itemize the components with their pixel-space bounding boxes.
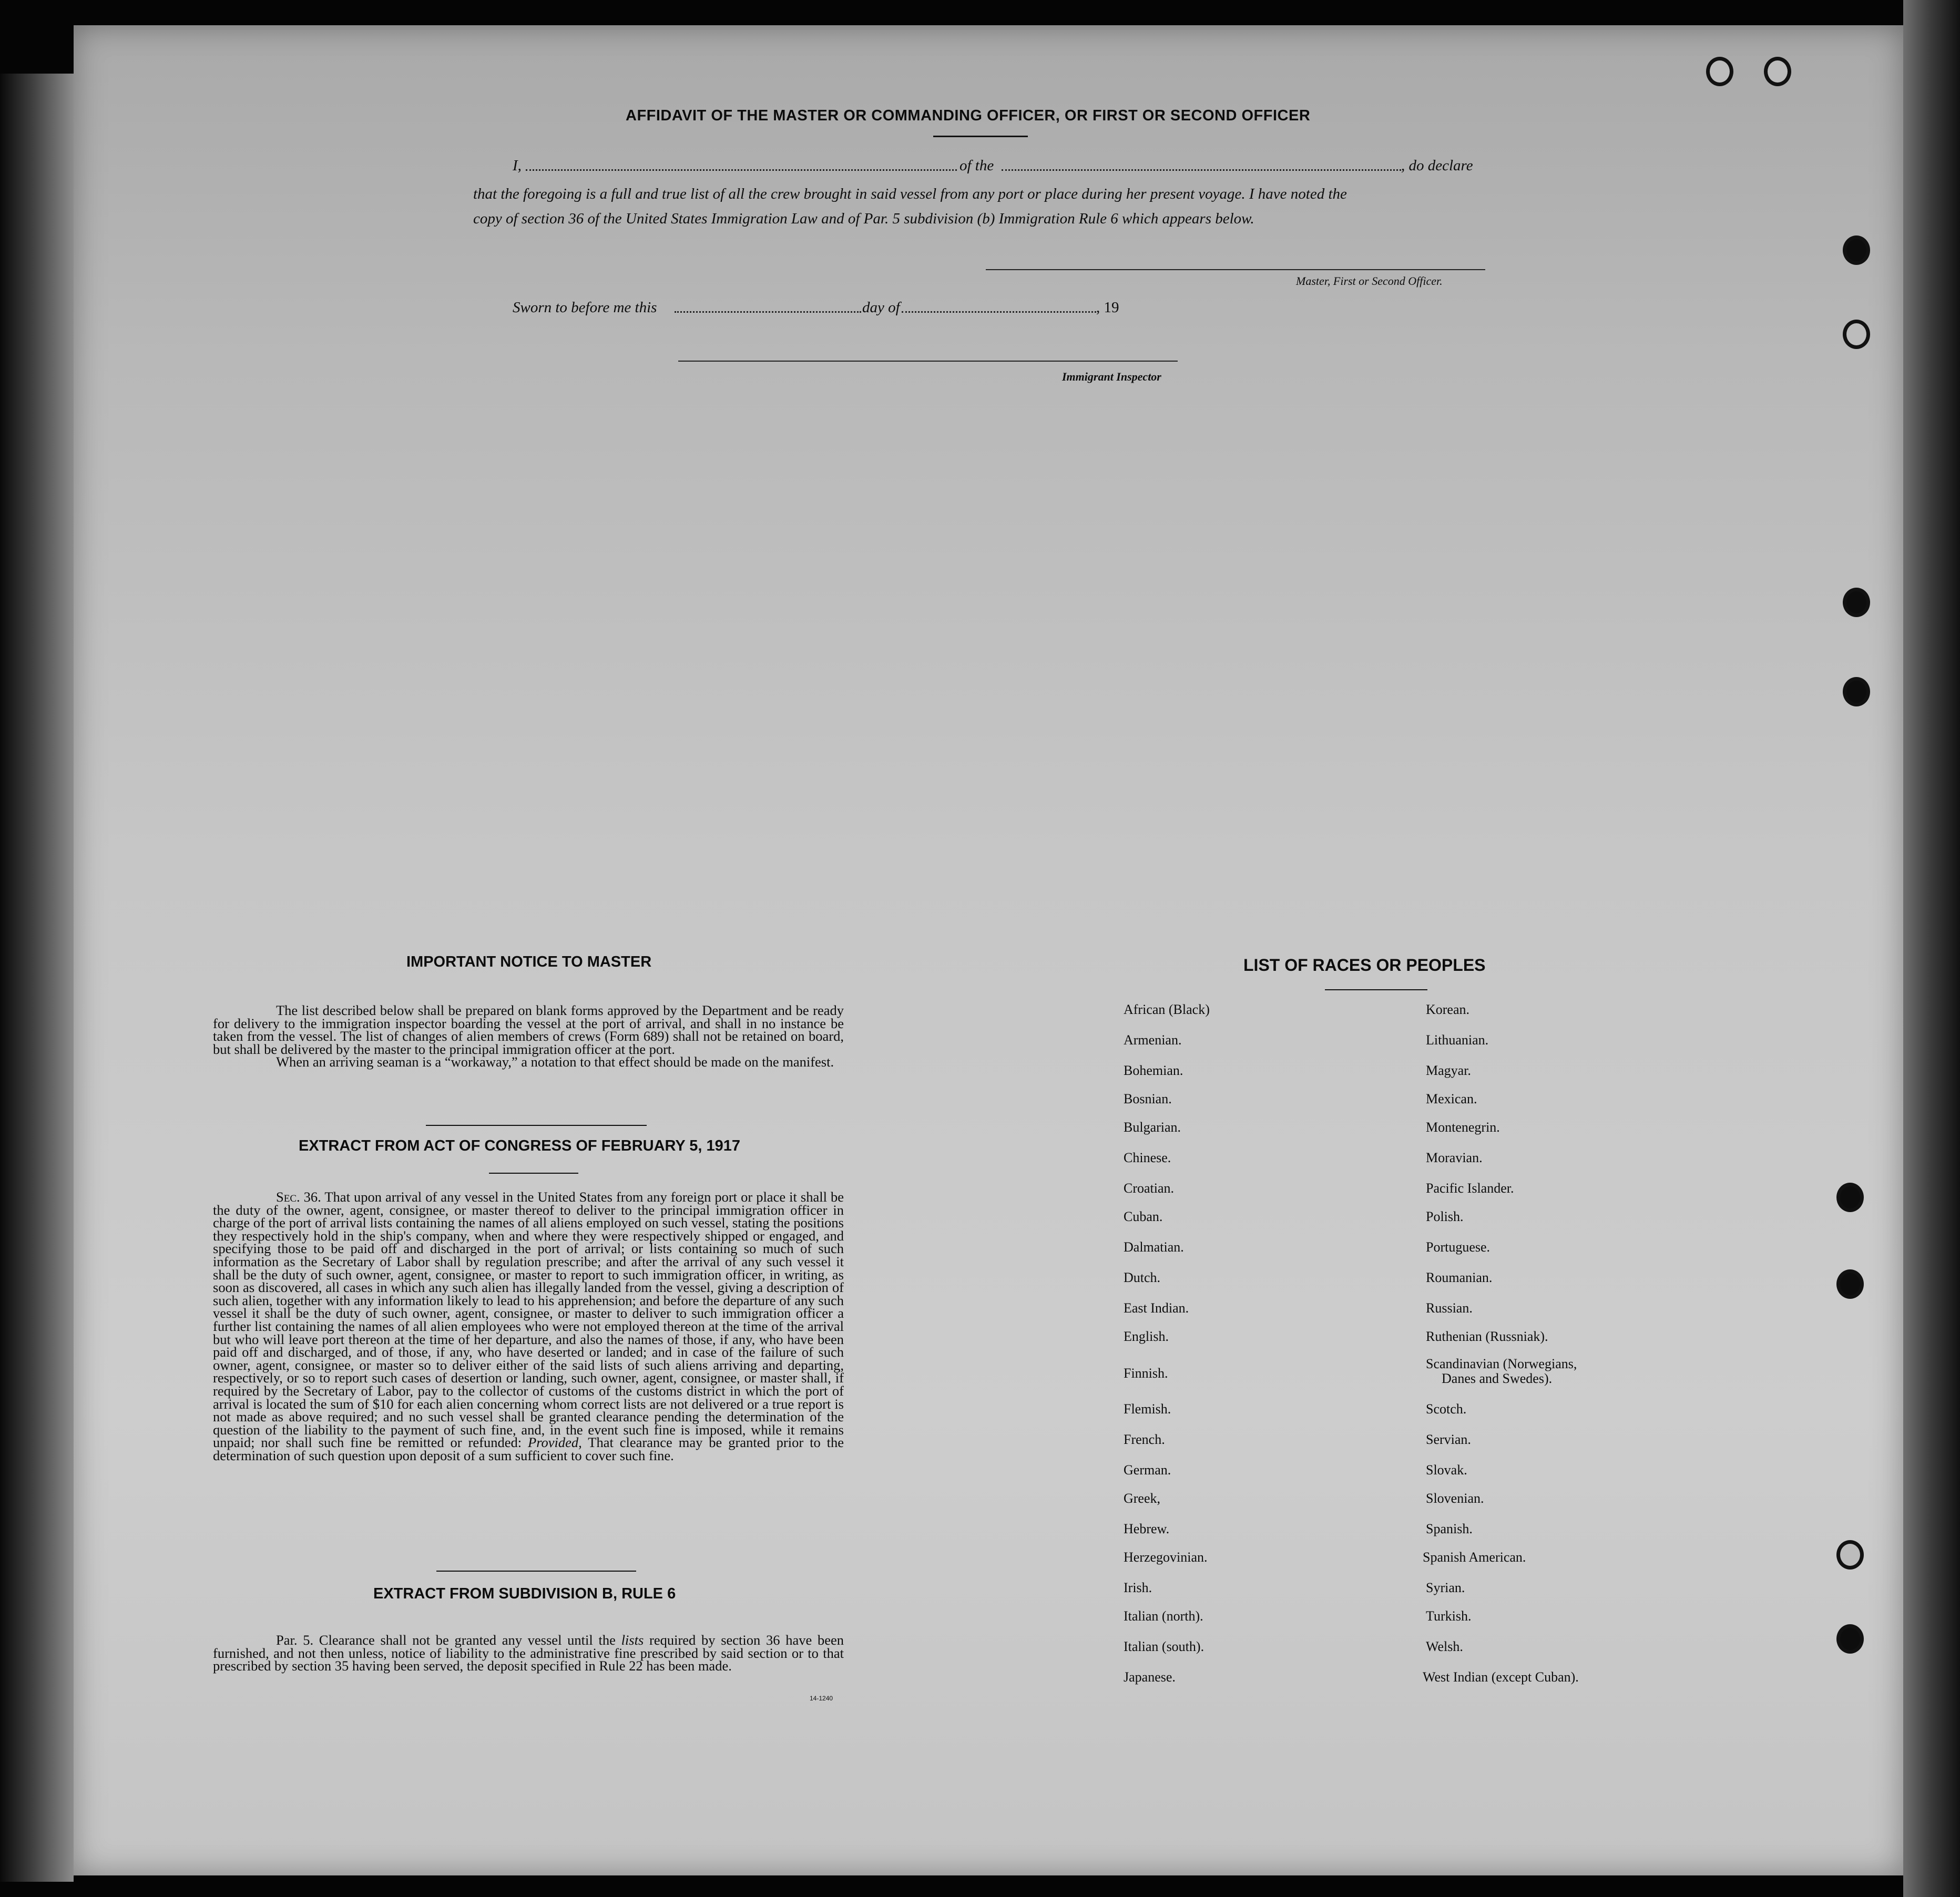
scan-left-edge [0, 74, 74, 1882]
binder-hole-icon [1843, 677, 1870, 706]
provided-label: Provided, [528, 1434, 582, 1451]
race-item: Dutch. [1124, 1270, 1161, 1285]
binder-hole-icon [1836, 1540, 1864, 1570]
race-item: Spanish American. [1423, 1550, 1526, 1565]
sworn-label: Sworn to before me this [513, 299, 657, 316]
title-divider [933, 136, 1028, 137]
inspector-signature-field[interactable] [678, 361, 1178, 362]
binder-hole-icon [1836, 1269, 1864, 1299]
race-item: East Indian. [1124, 1300, 1189, 1316]
master-signature-field[interactable] [986, 269, 1485, 270]
master-signature-label: Master, First or Second Officer. [1296, 274, 1443, 288]
race-item: Moravian. [1426, 1150, 1483, 1165]
binder-hole-icon [1843, 320, 1870, 349]
notice-paragraph-2: When an arriving seaman is a “workaway,” a notation to that effect should be made on the manifest. [276, 1054, 834, 1070]
extract-rule-body [213, 1634, 844, 1673]
race-item: West Indian (except Cuban). [1423, 1669, 1579, 1685]
affidavit-line2: that the foregoing is a full and true list of all the crew brought in said vessel from any port or place during her present voyage. I have noted the [473, 186, 1347, 202]
race-item: Magyar. [1426, 1063, 1471, 1078]
race-item: Italian (north). [1124, 1608, 1203, 1624]
race-item: Cuban. [1124, 1209, 1163, 1224]
race-item: Welsh. [1426, 1639, 1463, 1654]
race-item: Roumanian. [1426, 1270, 1493, 1285]
binder-hole-icon [1706, 57, 1733, 86]
race-item: English. [1124, 1329, 1169, 1344]
race-item: French. [1124, 1432, 1165, 1447]
race-item: Armenian. [1124, 1032, 1182, 1048]
sworn-month-field[interactable] [902, 311, 1096, 313]
race-item: Korean. [1426, 1002, 1470, 1017]
par-5-text-b: required by section 36 have been furnished, and not then unless, notice of liability to the administrative fine prescribed by said section or to that prescribed by section 35 having been served, the deposit specified in Rule 22 has been made. [213, 1632, 844, 1674]
race-item: Syrian. [1426, 1580, 1465, 1595]
notice-body [213, 1004, 844, 1069]
affidavit-title: AFFIDAVIT OF THE MASTER OR COMMANDING OFFICER, OR FIRST OR SECOND OFFICER [626, 107, 1311, 124]
lists-label: lists [621, 1632, 644, 1648]
sec-36-text-end: That clearance may be granted prior to the determination of such question upon deposit of a sum sufficient to cover such fine. [213, 1434, 844, 1463]
race-item: Spanish. [1426, 1521, 1473, 1536]
binder-hole-icon [1843, 235, 1870, 265]
race-item: Pacific Islander. [1426, 1181, 1514, 1196]
day-of-label: day of [862, 299, 900, 316]
year-prefix: , 19 [1096, 299, 1119, 316]
extract-act-body [213, 1191, 844, 1462]
of-the-label: of the [959, 157, 994, 174]
race-item: Portuguese. [1426, 1239, 1491, 1255]
i-label: I, [513, 157, 522, 174]
race-item: Flemish. [1124, 1401, 1171, 1417]
notice-paragraph-1: The list described below shall be prepared on blank forms approved by the Department and be ready for delivery to the immigration inspector boarding the vessel at the port of arrival, and shall in no instance be taken from the vessel. The list of changes of alien members of crews (Form 689) shall not be retained on board, but shall be delivered by the master to the principal immigration officer at the port. [213, 1002, 844, 1057]
binder-hole-icon [1843, 588, 1870, 617]
race-item: Slovenian. [1426, 1491, 1484, 1506]
name-field[interactable] [526, 169, 957, 171]
race-item: Dalmatian. [1124, 1239, 1184, 1255]
race-item: Japanese. [1124, 1669, 1176, 1685]
scan-right-edge [1903, 0, 1960, 1897]
race-item: Danes and Swedes). [1442, 1371, 1553, 1386]
section-divider [436, 1571, 636, 1572]
race-item: Italian (south). [1124, 1639, 1204, 1654]
race-item: Turkish. [1426, 1608, 1472, 1624]
inspector-label: Immigrant Inspector [1062, 370, 1161, 383]
race-item: Bohemian. [1124, 1063, 1183, 1078]
declare-label: , do declare [1401, 157, 1473, 174]
sworn-day-field[interactable] [675, 311, 861, 313]
binder-hole-icon [1764, 57, 1791, 86]
par-5-text-a: Par. 5. Clearance shall not be granted any vessel until the [276, 1632, 616, 1648]
sec-label: Sec. 36. [276, 1189, 321, 1205]
form-page [74, 25, 1903, 1875]
race-item: Greek, [1124, 1491, 1161, 1506]
races-title: LIST OF RACES OR PEOPLES [1243, 956, 1486, 975]
title-divider [1325, 989, 1427, 990]
race-item: Montenegrin. [1426, 1120, 1500, 1135]
race-item: African (Black) [1124, 1002, 1210, 1017]
title-divider [489, 1173, 578, 1174]
form-number: 14-1240 [810, 1695, 833, 1702]
race-item: Finnish. [1124, 1366, 1168, 1381]
race-item: Scotch. [1426, 1401, 1467, 1417]
section-divider [426, 1125, 647, 1126]
race-item: Servian. [1426, 1432, 1471, 1447]
race-item: Slovak. [1426, 1462, 1467, 1478]
binder-hole-icon [1836, 1624, 1864, 1654]
race-item: Mexican. [1426, 1091, 1477, 1106]
race-item: Bulgarian. [1124, 1120, 1181, 1135]
race-item: Chinese. [1124, 1150, 1171, 1165]
extract-rule-title: EXTRACT FROM SUBDIVISION B, RULE 6 [373, 1585, 676, 1602]
race-item: Ruthenian (Russniak). [1426, 1329, 1548, 1344]
race-item: Polish. [1426, 1209, 1464, 1224]
race-item: Lithuanian. [1426, 1032, 1489, 1048]
affidavit-line3: copy of section 36 of the United States Immigration Law and of Par. 5 subdivision (b) Immigration Rule 6 which appears below. [473, 210, 1254, 227]
race-item: German. [1124, 1462, 1171, 1478]
race-item: Scandinavian (Norwegians, [1426, 1356, 1577, 1371]
vessel-field[interactable] [1002, 169, 1401, 171]
race-item: Irish. [1124, 1580, 1152, 1595]
race-item: Croatian. [1124, 1181, 1175, 1196]
race-item: Hebrew. [1124, 1521, 1170, 1536]
extract-act-title: EXTRACT FROM ACT OF CONGRESS OF FEBRUARY 5, 1917 [299, 1137, 741, 1154]
binder-hole-icon [1836, 1183, 1864, 1212]
race-item: Herzegovinian. [1124, 1550, 1208, 1565]
race-item: Russian. [1426, 1300, 1473, 1316]
race-item: Bosnian. [1124, 1091, 1172, 1106]
notice-title: IMPORTANT NOTICE TO MASTER [406, 953, 652, 970]
sec-36-text: That upon arrival of any vessel in the United States from any foreign port or place it shall be the duty of the owner, agent, consignee, or master thereof to deliver to the principal immigration officer in charge of the port of arrival lists containing the names of all aliens employed on such vessel, stating the positions they respectively hold in the ship's company, when and where they were respectively shipped or engaged, and specifying those to be paid off and discharged in the port of arrival; or lists containing so much of such information as the Secretary of Labor shall by regulation prescribe; and after the arrival of any such vessel it shall be the duty of such owner, agent, consignee, or master to report to such immigration officer, in writing, as soon as discovered, all cases in which any such alien has illegally landed from the vessel, giving a description of such alien, together with any information likely to lead to his apprehension; and before the departure of any such vessel it shall be the duty of such owner, agent, consignee, or master to deliver to such immigration officer a further list containing the names of all alien employees who were not employed thereon at the time of the arrival but who will leave port thereon at the time of her departure, and also the names of those, if any, who have been paid off and discharged, and of those, if any, who have deserted or landed; and in case of the failure of such owner, agent, consignee, or master so to deliver either of the said lists of such aliens arriving and departing, respectively, or so to report such cases of desertion or landing, such owner, agent, consignee, or master shall, if required by the Secretary of Labor, pay to the collector of customs of the customs district in which the port of arrival is located the sum of $10 for each alien concerning whom correct lists are not delivered or a true report is not made as above required; and no such vessel shall be granted clearance pending the determination of the question of the liability to the payment of such fine, and, in the event such fine is imposed, while it remains unpaid; nor shall such fine be remitted or refunded: [213, 1189, 844, 1451]
